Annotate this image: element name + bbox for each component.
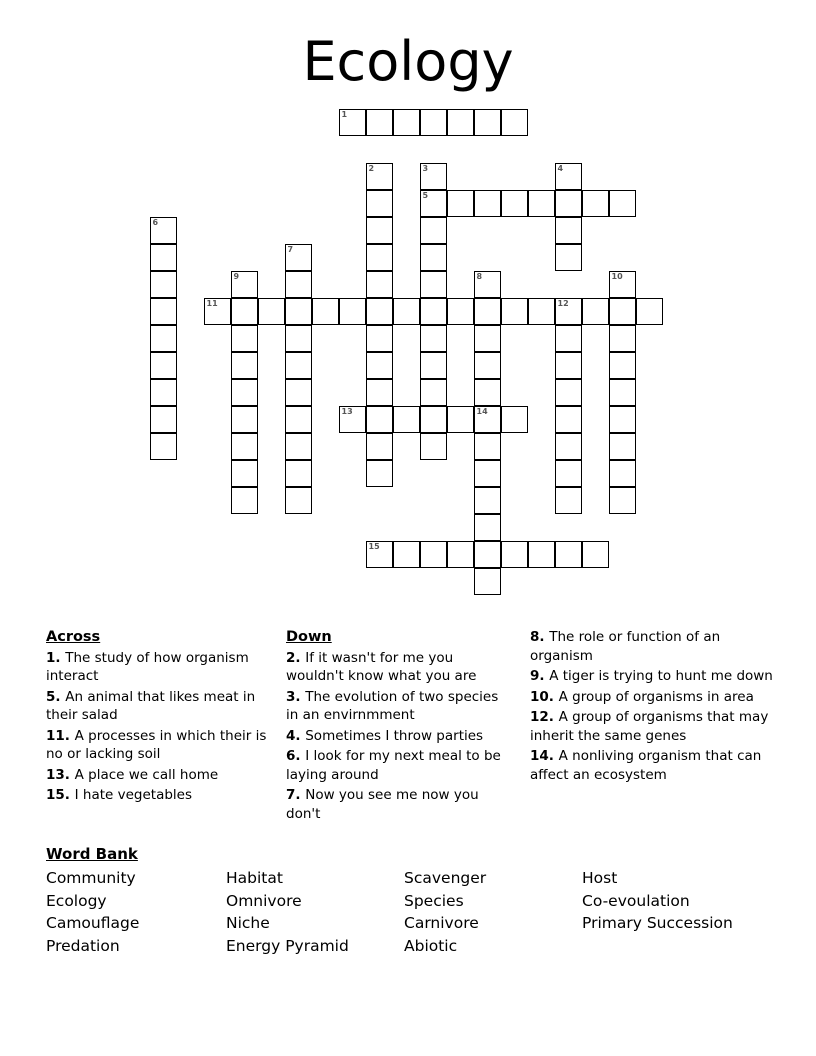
clue-text: Sometimes I throw parties — [305, 727, 484, 744]
cell-number: 11 — [206, 299, 218, 308]
cell-number: 3 — [422, 164, 429, 173]
cell-number: 13 — [341, 407, 353, 416]
crossword-cell[interactable] — [285, 460, 312, 487]
crossword-cell[interactable] — [258, 298, 285, 325]
crossword-cell[interactable] — [609, 190, 636, 217]
word-bank-section — [46, 845, 786, 957]
clue-item — [530, 628, 776, 665]
crossword-cell[interactable] — [285, 433, 312, 460]
cell-number: 10 — [611, 272, 623, 281]
clue-text: A group of organisms that may inherit the same genes — [530, 709, 769, 744]
crossword-cell[interactable] — [339, 298, 366, 325]
crossword-cell[interactable] — [609, 298, 636, 325]
word-bank-word: Omnivore — [226, 891, 302, 910]
clue-text: A group of organisms in area — [558, 688, 754, 705]
clue-item — [530, 708, 776, 745]
crossword-cell[interactable] — [501, 298, 528, 325]
crossword-cell[interactable] — [474, 379, 501, 406]
crossword-cell[interactable] — [366, 406, 393, 433]
crossword-cell[interactable] — [366, 352, 393, 379]
crossword-cell[interactable] — [393, 298, 420, 325]
crossword-cell[interactable] — [231, 433, 258, 460]
clue-item — [46, 649, 278, 686]
clue-number: 14. — [530, 748, 559, 764]
clue-number: 3. — [286, 688, 306, 705]
clue-text: A tiger is trying to hunt me down — [549, 668, 773, 684]
down-heading: Down — [286, 629, 332, 645]
cell-number: 8 — [476, 272, 483, 281]
crossword-cell[interactable] — [393, 109, 420, 136]
crossword-cell[interactable] — [366, 217, 393, 244]
crossword-cell[interactable] — [555, 190, 582, 217]
clue-item — [530, 747, 776, 784]
crossword-cell[interactable] — [555, 379, 582, 406]
clue-item — [286, 786, 514, 823]
word-bank-word: Energy Pyramid — [226, 936, 349, 955]
crossword-cell[interactable] — [582, 541, 609, 568]
crossword-cell[interactable] — [474, 514, 501, 541]
crossword-cell[interactable] — [420, 433, 447, 460]
crossword-cell[interactable] — [366, 298, 393, 325]
word-bank-word: Host — [582, 869, 618, 887]
crossword-cell[interactable] — [447, 541, 474, 568]
clue-text: An animal that likes meat in their salad — [46, 688, 256, 723]
word-bank-word: Habitat — [226, 869, 283, 887]
crossword-cell[interactable] — [555, 217, 582, 244]
clue-number: 13. — [46, 766, 75, 783]
clues-across-column — [46, 628, 278, 807]
crossword-cell[interactable] — [609, 325, 636, 352]
clue-number: 11. — [46, 727, 75, 744]
crossword-grid[interactable] — [150, 109, 690, 609]
crossword-cell[interactable] — [150, 244, 177, 271]
crossword-cell[interactable] — [231, 406, 258, 433]
crossword-cell[interactable] — [150, 271, 177, 298]
crossword-cell[interactable] — [366, 244, 393, 271]
crossword-cell[interactable] — [474, 487, 501, 514]
crossword-cell[interactable] — [393, 406, 420, 433]
crossword-cell[interactable] — [420, 271, 447, 298]
crossword-cell[interactable] — [555, 163, 582, 190]
clue-text: The evolution of two species in an envirnmment — [286, 688, 499, 723]
cell-number: 1 — [341, 110, 348, 119]
word-bank-word: Abiotic — [404, 936, 458, 955]
crossword-cell[interactable] — [420, 217, 447, 244]
cell-number: 14 — [476, 407, 488, 416]
cell-number: 4 — [557, 164, 564, 173]
clue-item — [286, 649, 514, 686]
crossword-cell[interactable] — [447, 190, 474, 217]
crossword-cell[interactable] — [366, 190, 393, 217]
crossword-cell[interactable] — [150, 298, 177, 325]
crossword-cell[interactable] — [609, 271, 636, 298]
crossword-cell[interactable] — [555, 433, 582, 460]
clue-text: Now you see me now you don't — [286, 787, 479, 822]
crossword-cell[interactable] — [474, 406, 501, 433]
clue-number: 10. — [530, 688, 559, 705]
crossword-cell[interactable] — [609, 379, 636, 406]
clue-item — [530, 688, 776, 707]
crossword-cell[interactable] — [231, 298, 258, 325]
crossword-cell[interactable] — [150, 379, 177, 406]
crossword-cell[interactable] — [285, 379, 312, 406]
clue-text: A nonliving organism that can affect an ecosystem — [530, 748, 762, 783]
crossword-cell[interactable] — [285, 298, 312, 325]
clue-text: The study of how organism interact — [46, 649, 249, 684]
crossword-cell[interactable] — [474, 271, 501, 298]
crossword-cell[interactable] — [609, 433, 636, 460]
clue-number: 6. — [286, 748, 306, 764]
clue-number: 4. — [286, 727, 306, 744]
crossword-cell[interactable] — [420, 298, 447, 325]
crossword-cell[interactable] — [582, 298, 609, 325]
crossword-cell[interactable] — [447, 109, 474, 136]
crossword-cell[interactable] — [231, 487, 258, 514]
word-bank-word: Carnivore — [404, 914, 479, 932]
clue-number: 2. — [286, 649, 306, 666]
word-bank-word: Camouflage — [46, 914, 140, 932]
clue-number: 5. — [46, 688, 66, 705]
crossword-cell[interactable] — [204, 298, 231, 325]
crossword-cell[interactable] — [231, 460, 258, 487]
crossword-cell[interactable] — [474, 541, 501, 568]
crossword-cell[interactable] — [501, 406, 528, 433]
crossword-cell[interactable] — [366, 460, 393, 487]
crossword-cell[interactable] — [474, 433, 501, 460]
crossword-cell[interactable] — [474, 352, 501, 379]
crossword-cell[interactable] — [285, 325, 312, 352]
crossword-cell[interactable] — [366, 271, 393, 298]
crossword-cell[interactable] — [501, 190, 528, 217]
word-bank-word: Co-evoulation — [582, 891, 690, 910]
across-heading: Across — [46, 629, 101, 645]
crossword-cell[interactable] — [231, 379, 258, 406]
crossword-cell[interactable] — [366, 541, 393, 568]
clue-number: 9. — [530, 668, 550, 684]
crossword-cell[interactable] — [528, 298, 555, 325]
word-bank-column — [404, 867, 582, 957]
word-bank-heading: Word Bank — [46, 845, 138, 863]
across-clue-list — [46, 649, 278, 805]
crossword-cell[interactable] — [366, 325, 393, 352]
clue-item — [46, 786, 278, 805]
cell-number: 12 — [557, 299, 569, 308]
clue-number: 12. — [530, 709, 559, 725]
clue-text: If it wasn't for me you wouldn't know what you are — [286, 649, 477, 684]
clue-item — [46, 727, 278, 764]
clue-text: A processes in which their is no or lacking soil — [46, 727, 267, 762]
crossword-cell[interactable] — [474, 568, 501, 595]
crossword-cell[interactable] — [528, 541, 555, 568]
crossword-cell[interactable] — [339, 109, 366, 136]
crossword-cell[interactable] — [366, 109, 393, 136]
cell-number: 6 — [152, 218, 159, 227]
word-bank-word: Species — [404, 891, 464, 910]
word-bank-word: Ecology — [46, 891, 107, 910]
clues-down-column — [286, 628, 514, 825]
crossword-cell[interactable] — [555, 244, 582, 271]
word-bank-column — [226, 867, 404, 957]
clue-item — [286, 688, 514, 725]
crossword-cell[interactable] — [474, 109, 501, 136]
crossword-cell[interactable] — [609, 487, 636, 514]
crossword-cell[interactable] — [150, 352, 177, 379]
word-bank-word: Scavenger — [404, 869, 487, 887]
clue-item — [46, 688, 278, 725]
crossword-cell[interactable] — [420, 406, 447, 433]
down-clue-list-second — [530, 628, 776, 784]
crossword-cell[interactable] — [366, 433, 393, 460]
clue-text: The role or function of an organism — [530, 629, 721, 664]
word-bank-column — [582, 867, 782, 957]
crossword-cell[interactable] — [582, 190, 609, 217]
clue-number: 15. — [46, 787, 75, 803]
word-bank-word: Niche — [226, 914, 270, 932]
crossword-cell[interactable] — [555, 298, 582, 325]
crossword-cell[interactable] — [474, 460, 501, 487]
crossword-cell[interactable] — [555, 487, 582, 514]
clue-number: 8. — [530, 629, 550, 645]
word-bank-column — [46, 867, 226, 957]
crossword-cell[interactable] — [150, 217, 177, 244]
clue-text: I look for my next meal to be laying around — [286, 748, 501, 783]
crossword-cell[interactable] — [420, 163, 447, 190]
crossword-cell[interactable] — [285, 352, 312, 379]
clue-item — [530, 667, 776, 686]
cell-number: 15 — [368, 542, 380, 551]
crossword-cell[interactable] — [420, 190, 447, 217]
crossword-cell[interactable] — [150, 406, 177, 433]
crossword-cell[interactable] — [420, 379, 447, 406]
clue-item — [46, 766, 278, 785]
cell-number: 9 — [233, 272, 240, 281]
clue-text: I hate vegetables — [74, 787, 193, 803]
crossword-cell[interactable] — [609, 352, 636, 379]
crossword-cell[interactable] — [555, 541, 582, 568]
down-clue-list-first — [286, 649, 514, 824]
word-bank-word: Predation — [46, 936, 120, 955]
crossword-cell[interactable] — [474, 298, 501, 325]
crossword-cell[interactable] — [501, 109, 528, 136]
crossword-cell[interactable] — [150, 325, 177, 352]
cell-number: 5 — [422, 191, 429, 200]
crossword-cell[interactable] — [231, 325, 258, 352]
crossword-cell[interactable] — [501, 541, 528, 568]
crossword-cell[interactable] — [366, 163, 393, 190]
cell-number: 2 — [368, 164, 375, 173]
crossword-cell[interactable] — [447, 406, 474, 433]
cell-number: 7 — [287, 245, 294, 254]
clue-text: A place we call home — [74, 766, 219, 783]
crossword-cell[interactable] — [312, 298, 339, 325]
crossword-cell[interactable] — [420, 109, 447, 136]
crossword-cell[interactable] — [420, 352, 447, 379]
clue-number: 7. — [286, 787, 306, 803]
crossword-cell[interactable] — [609, 406, 636, 433]
crossword-cell[interactable] — [285, 406, 312, 433]
crossword-cell[interactable] — [447, 298, 474, 325]
crossword-cell[interactable] — [393, 541, 420, 568]
crossword-cell[interactable] — [555, 460, 582, 487]
crossword-cell[interactable] — [555, 406, 582, 433]
word-bank-columns — [46, 867, 786, 957]
word-bank-word: Primary Succession — [582, 914, 733, 932]
word-bank-word: Community — [46, 869, 136, 887]
crossword-cell[interactable] — [555, 325, 582, 352]
page-title: Ecology — [302, 30, 514, 93]
crossword-cell[interactable] — [366, 379, 393, 406]
crossword-cell[interactable] — [609, 460, 636, 487]
crossword-cell[interactable] — [231, 271, 258, 298]
crossword-cell[interactable] — [636, 298, 663, 325]
crossword-cell[interactable] — [420, 325, 447, 352]
crossword-cell[interactable] — [285, 244, 312, 271]
clues-down-column-continued — [530, 628, 776, 786]
crossword-cell[interactable] — [474, 190, 501, 217]
crossword-cell[interactable] — [285, 271, 312, 298]
crossword-cell[interactable] — [555, 352, 582, 379]
crossword-cell[interactable] — [231, 352, 258, 379]
crossword-cell[interactable] — [339, 406, 366, 433]
crossword-cell[interactable] — [420, 541, 447, 568]
crossword-cell[interactable] — [285, 487, 312, 514]
crossword-cell[interactable] — [474, 325, 501, 352]
crossword-cell[interactable] — [528, 190, 555, 217]
clue-number: 1. — [46, 649, 66, 666]
crossword-cell[interactable] — [420, 244, 447, 271]
clue-item — [286, 747, 514, 784]
crossword-cell[interactable] — [150, 433, 177, 460]
clue-item — [286, 727, 514, 746]
